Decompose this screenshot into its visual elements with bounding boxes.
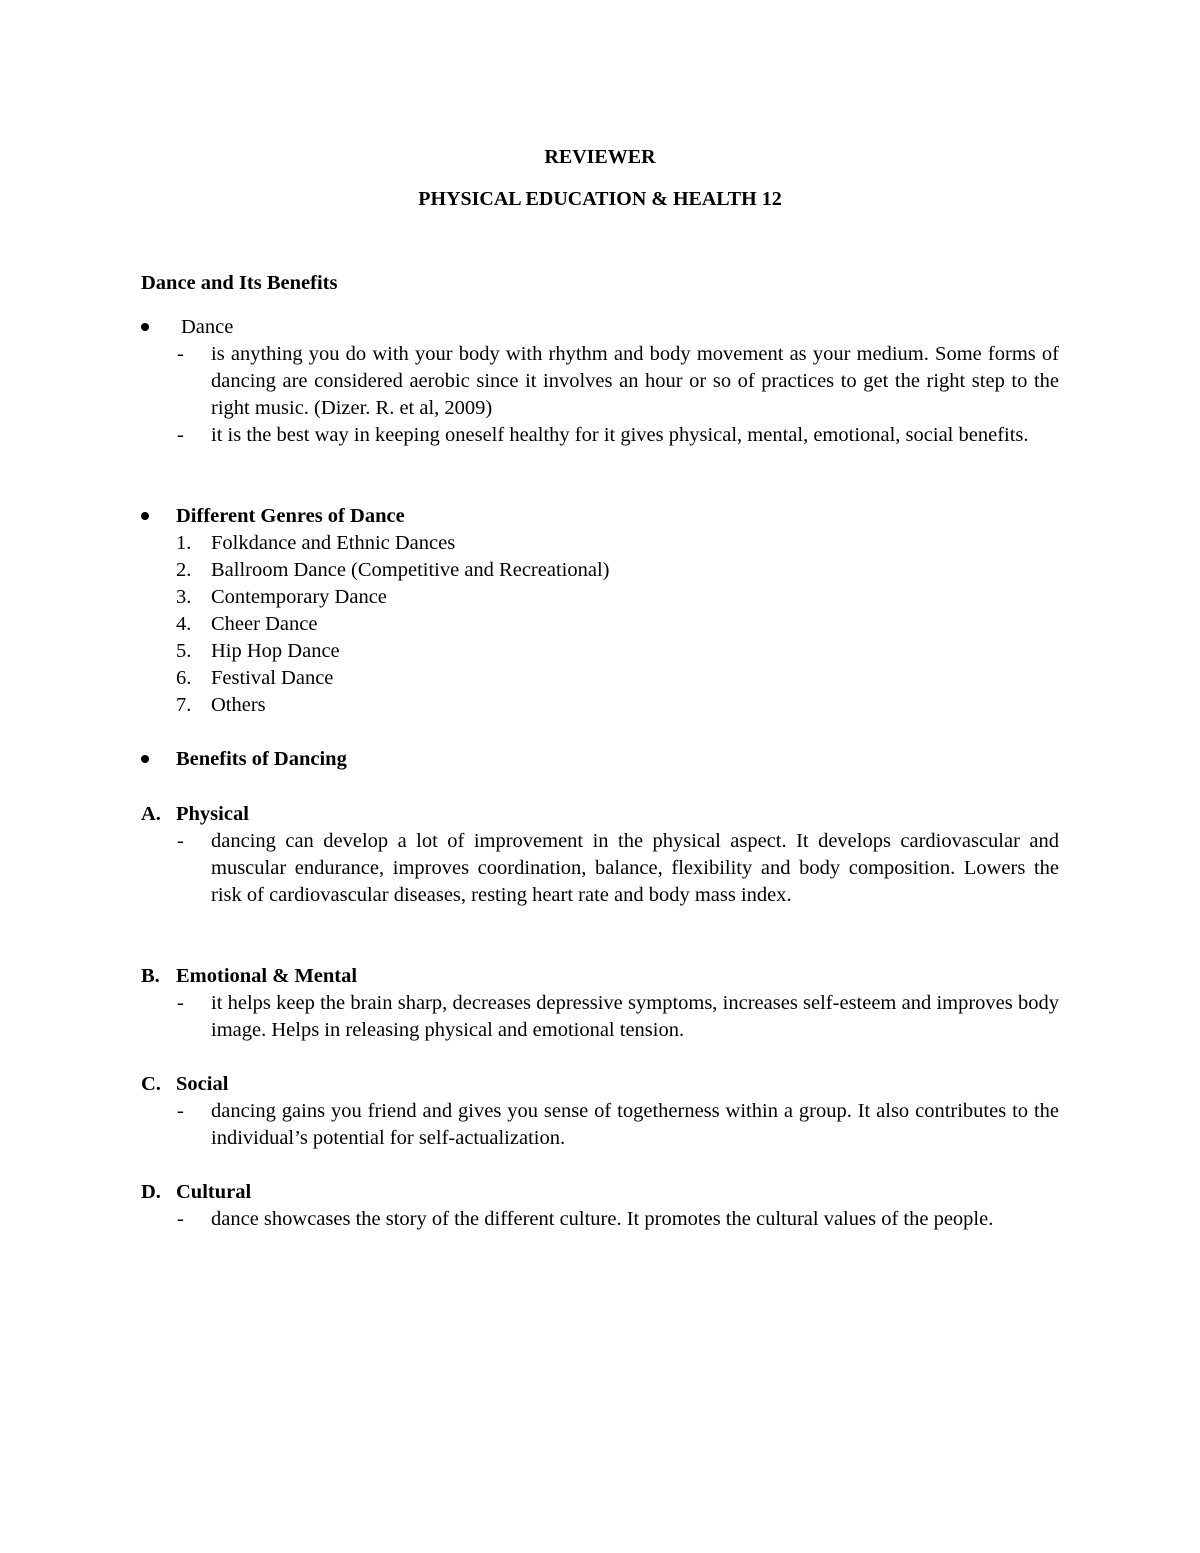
bullet-label: Benefits of Dancing (176, 748, 347, 770)
list-item-text: Festival Dance (211, 667, 334, 689)
benefit-text-emotional (141, 990, 1059, 1044)
benefit-text-physical (141, 828, 1059, 909)
dash-item (141, 422, 1059, 449)
list-item-text: Ballroom Dance (Competitive and Recreational) (211, 559, 610, 581)
dash-item-text: dancing gains you friend and gives you sense of togetherness within a group. It also contributes to the individual’s potential for self-actualization. (211, 1100, 1059, 1149)
benefit-heading-physical (141, 801, 249, 828)
benefit-text-cultural (141, 1206, 1059, 1233)
document-title: REVIEWER (544, 146, 656, 168)
dash-item (141, 828, 1059, 909)
bullet-label: Different Genres of Dance (176, 505, 405, 527)
section-letter: A. (141, 803, 161, 825)
list-item-text: Others (211, 694, 266, 716)
list-number: 7. (176, 694, 192, 716)
list-item-text: Cheer Dance (211, 613, 318, 635)
benefit-heading-cultural (141, 1179, 251, 1206)
list-item (176, 611, 609, 638)
dash-item-text: dance showcases the story of the different culture. It promotes the cultural values of the people. (211, 1208, 994, 1230)
bullet-dot-icon (141, 755, 149, 763)
section-letter: C. (141, 1073, 161, 1095)
list-number: 6. (176, 667, 192, 689)
dash-marker: - (177, 1208, 184, 1230)
list-item (176, 692, 609, 719)
list-item (176, 530, 609, 557)
section-title: Social (176, 1073, 229, 1095)
dash-item-text: dancing can develop a lot of improvement in the physical aspect. It develops cardiovascular and muscular endurance, improves coordination, balance, flexibility and body composition. Lowers the risk of cardiovascular diseases, resting heart rate and body mass index. (211, 830, 1059, 906)
dash-item-text: it is the best way in keeping oneself healthy for it gives physical, mental, emotional, social benefits. (211, 424, 1029, 446)
dash-marker: - (177, 992, 184, 1014)
bullet-dot-icon (141, 323, 149, 331)
bullet-label: Dance (181, 316, 234, 338)
section-title: Cultural (176, 1181, 252, 1203)
dance-points (141, 341, 1059, 449)
dash-item (141, 341, 1059, 422)
list-item-text: Hip Hop Dance (211, 640, 340, 662)
dash-item (141, 1206, 1059, 1233)
list-item-text: Folkdance and Ethnic Dances (211, 532, 456, 554)
dash-marker: - (177, 424, 184, 446)
section-title: Emotional & Mental (176, 965, 358, 987)
section-letter: D. (141, 1181, 161, 1203)
benefit-text-social (141, 1098, 1059, 1152)
list-number: 2. (176, 559, 192, 581)
list-item-text: Contemporary Dance (211, 586, 387, 608)
benefit-heading-social (141, 1071, 228, 1098)
list-number: 4. (176, 613, 192, 635)
dash-item (141, 990, 1059, 1044)
list-number: 3. (176, 586, 192, 608)
bullet-dot-icon (141, 512, 149, 520)
genres-list (176, 530, 609, 719)
list-item (176, 584, 609, 611)
bullet-genres (141, 503, 1059, 530)
dash-item (141, 1098, 1059, 1152)
bullet-benefits (141, 746, 1059, 773)
list-item (176, 557, 609, 584)
list-number: 5. (176, 640, 192, 662)
section-heading: Dance and Its Benefits (141, 272, 338, 294)
dash-item-text: it helps keep the brain sharp, decreases depressive symptoms, increases self-esteem and improves body image. Helps in releasing physical and emotional tension. (211, 992, 1059, 1041)
list-number: 1. (176, 532, 192, 554)
dash-marker: - (177, 830, 184, 852)
dash-item-text: is anything you do with your body with rhythm and body movement as your medium. Some forms of dancing are considered aerobic since it involves an hour or so of practices to get the right step to the right music. (Dizer. R. et al, 2009) (211, 343, 1059, 419)
section-title: Physical (176, 803, 249, 825)
list-item (176, 665, 609, 692)
dash-marker: - (177, 343, 184, 365)
benefit-heading-emotional (141, 963, 357, 990)
dash-marker: - (177, 1100, 184, 1122)
section-letter: B. (141, 965, 160, 987)
list-item (176, 638, 609, 665)
bullet-dance (141, 314, 1059, 341)
document-subtitle: PHYSICAL EDUCATION & HEALTH 12 (418, 188, 782, 210)
